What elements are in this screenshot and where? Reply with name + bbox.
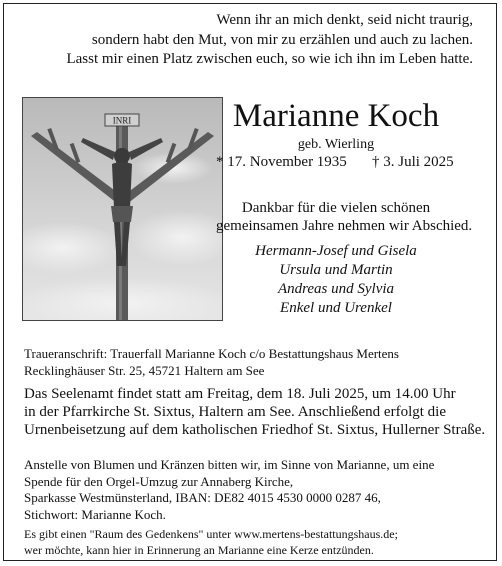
service-line: Das Seelenamt findet statt am Freitag, dem 18. Juli 2025, um 14.00 Uhr (24, 386, 456, 402)
thanks-line: Dankbar für die vielen schönen (241, 200, 431, 216)
memorial-line: wer möchte, kann hier in Erinnerung an Marianne eine Kerze entzünden. (24, 543, 374, 557)
donation-line: Anstelle von Blumen und Kränzen bitten wir, im Sinne von Marianne, um eine (24, 457, 435, 472)
thanks-text (216, 199, 473, 235)
motto-line: Lasst mir einen Platz zwischen euch, so wie ich ihn im Leben hatte. (66, 51, 473, 67)
crucifix-image (22, 97, 223, 321)
deceased-name: Marianne Koch (232, 98, 440, 134)
inri-plaque-text: INRI (112, 115, 132, 126)
donation-line: Sparkasse Westmünsterland, IBAN: DE82 4015 4530 0000 0287 46, (24, 490, 381, 505)
birth-date: * 17. November 1935 (216, 154, 347, 170)
family-line: Enkel und Urenkel (280, 300, 392, 316)
mourning-address (24, 345, 494, 379)
death-date: † 3. Juli 2025 (372, 154, 454, 170)
service-line: in der Pfarrkirche St. Sixtus, Haltern am See. Anschließend erfolgt die (24, 404, 446, 420)
maiden-name: geb. Wierling (297, 137, 375, 152)
memorial-room-note (24, 526, 494, 558)
thanks-line: gemeinsamen Jahre nehmen wir Abschied. (216, 218, 473, 234)
family-line: Ursula und Martin (279, 262, 393, 278)
motto (13, 11, 473, 70)
donation-line: Stichwort: Marianne Koch. (24, 506, 166, 522)
address-line: Traueranschrift: Trauerfall Marianne Koch c/o Bestattungshaus Mertens (24, 346, 399, 361)
donation-request (24, 457, 494, 523)
motto-line: sondern habt den Mut, von mir zu erzählen und auch zu lachen. (91, 31, 473, 48)
family-names (216, 242, 456, 318)
family-line: Andreas und Sylvia (277, 281, 395, 297)
address-line: Recklinghäuser Str. 25, 45721 Haltern am See (24, 363, 265, 378)
motto-line: Wenn ihr an mich denkt, seid nicht traurig, (216, 12, 473, 28)
service-info (24, 385, 494, 439)
donation-line: Spende für den Orgel-Umzug zur Annaberg Kirche, (24, 473, 294, 489)
memorial-line: Es gibt einen "Raum des Gedenkens" unter www.mertens-bestattungshaus.de; (24, 527, 398, 541)
family-line: Hermann-Josef und Gisela (255, 243, 417, 259)
service-line: Urnenbeisetzung auf dem katholischen Friedhof St. Sixtus, Hullerner Straße. (24, 422, 486, 438)
